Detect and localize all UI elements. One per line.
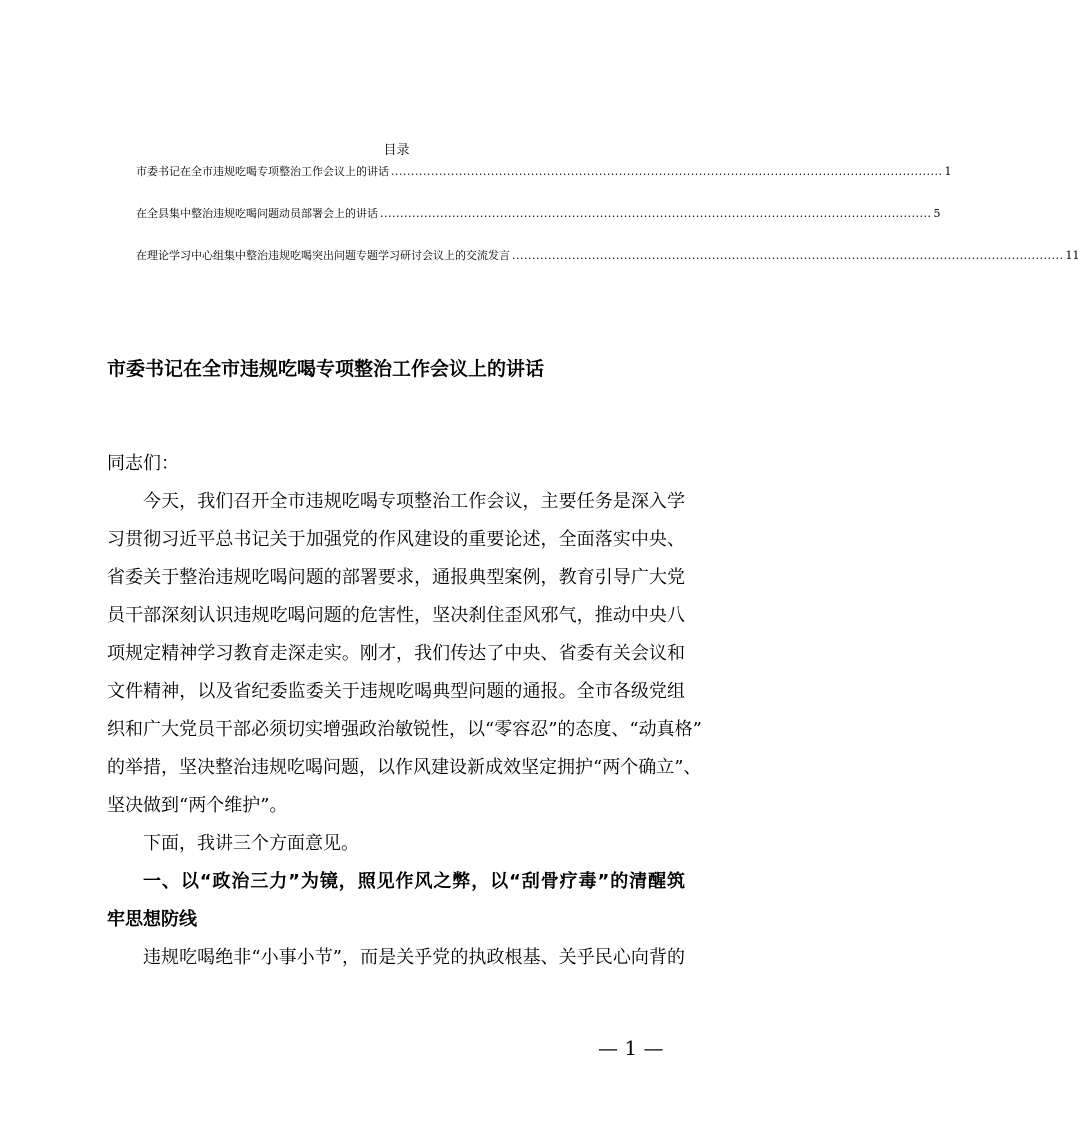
document-title: 市委书记在全市违规吃喝专项整治工作会议上的讲话 <box>107 358 545 380</box>
body-line: 今天，我们召开全市违规吃喝专项整治工作会议，主要任务是深入学 <box>143 491 685 512</box>
body-line: 项规定精神学习教育走深走实。刚才，我们传达了中央、省委有关会议和 <box>107 643 685 664</box>
body-line: 织和广大党员干部必须切实增强政治敏锐性，以“零容忍”的态度、“动真格” <box>107 719 702 740</box>
toc-entry[interactable] <box>136 164 952 180</box>
toc-entry-title: 在全县集中整治违规吃喝问题动员部署会上的讲话 <box>136 207 378 220</box>
body-line: 省委关于整治违规吃喝问题的部署要求，通报典型案例，教育引导广大党 <box>107 567 685 588</box>
toc-leader-dots: .......................................................................................................................................... <box>391 165 943 178</box>
toc-entry[interactable] <box>136 248 1080 264</box>
body-line: 的举措，坚决整治违规吃喝问题，以作风建设新成效坚定拥护“两个确立”、 <box>107 757 702 778</box>
section-heading-continued: 牢思想防线 <box>107 909 197 930</box>
toc-leader-dots: .......................................................................................................................................... <box>512 249 1064 262</box>
toc-entry-page: 1 <box>944 165 952 178</box>
body-line: 文件精神，以及省纪委监委关于违规吃喝典型问题的通报。全市各级党组 <box>107 681 685 702</box>
body-line: 坚决做到“两个维护”。 <box>107 795 288 816</box>
salutation: 同志们： <box>107 453 179 474</box>
body-line: 员干部深刻认识违规吃喝问题的危害性，坚决刹住歪风邪气，推动中央八 <box>107 605 685 626</box>
toc-title: 目录 <box>383 143 410 158</box>
page-number: — 1 — <box>598 1036 664 1060</box>
body-line: 违规吃喝绝非“小事小节”，而是关乎党的执政根基、关乎民心向背的 <box>143 947 685 968</box>
toc-entry-page: 5 <box>933 207 941 220</box>
toc-entry-title: 在理论学习中心组集中整治违规吃喝突出问题专题学习研讨会议上的交流发言 <box>136 249 510 262</box>
toc-leader-dots: .......................................................................................................................................... <box>380 207 932 220</box>
toc-entry-page: 11 <box>1065 249 1080 262</box>
toc-entry[interactable] <box>136 206 941 222</box>
body-line: 习贯彻习近平总书记关于加强党的作风建设的重要论述，全面落实中央、 <box>107 529 685 550</box>
body-line: 下面，我讲三个方面意见。 <box>143 833 359 854</box>
toc-entry-title: 市委书记在全市违规吃喝专项整治工作会议上的讲话 <box>136 165 389 178</box>
section-heading: 一、以“政治三力”为镜，照见作风之弊，以“刮骨疗毒”的清醒筑 <box>143 871 685 892</box>
